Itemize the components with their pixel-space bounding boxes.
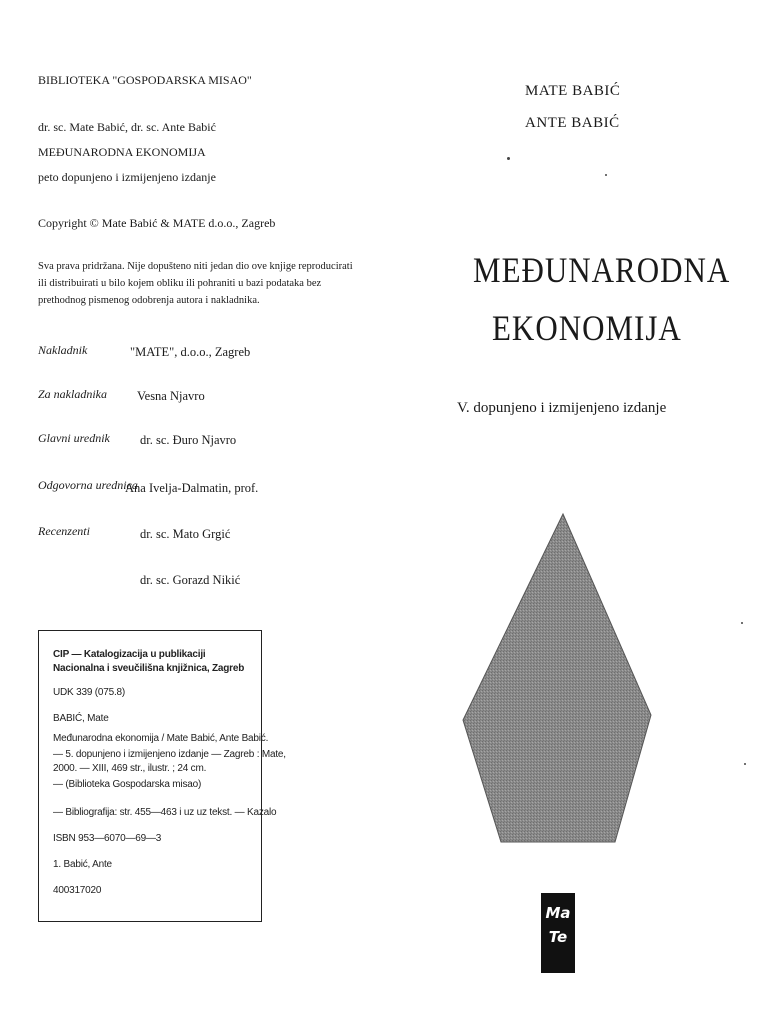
credit-label: Recenzenti xyxy=(38,524,90,538)
cip-line: — (Biblioteka Gospodarska misao) xyxy=(53,779,202,790)
book-title: MEĐUNARODNA EKONOMIJA xyxy=(38,145,206,159)
cip-record xyxy=(38,630,286,922)
credit-label: Odgovorna urednica xyxy=(38,478,138,492)
speck xyxy=(741,622,743,624)
speck xyxy=(507,157,510,160)
publisher-logo xyxy=(541,893,575,973)
rights-line: ili distribuirati u bilo kojem obliku ili pohraniti u bazi podataka bez xyxy=(38,278,322,289)
series-name: BIBLIOTEKA "GOSPODARSKA MISAO" xyxy=(38,73,252,87)
cip-line: 400317020 xyxy=(53,885,102,896)
credit-value: Ana Ivelja-Dalmatin, prof. xyxy=(125,481,259,495)
speck xyxy=(744,763,746,765)
logo-text-top: Ma xyxy=(545,904,571,922)
rights-line: prethodnog pismenog odobrenja autora i nakladnika. xyxy=(38,295,260,306)
cip-line: 1. Babić, Ante xyxy=(53,859,112,870)
rights-notice xyxy=(38,258,353,309)
credit-label: Za nakladnika xyxy=(38,387,107,401)
copyright-line: Copyright © Mate Babić & MATE d.o.o., Zagreb xyxy=(38,216,276,230)
book-edition: peto dopunjeno i izmijenjeno izdanje xyxy=(38,170,216,184)
cover-title-line1: MEĐUNARODNA xyxy=(473,250,731,291)
credit-value: Vesna Njavro xyxy=(137,389,205,403)
pentagon-graphic xyxy=(455,510,665,850)
cip-line: Nacionalna i sveučilišna knjižnica, Zagreb xyxy=(53,663,245,674)
cip-line: 2000. — XIII, 469 str., ilustr. ; 24 cm. xyxy=(53,763,207,774)
credit-value: dr. sc. Đuro Njavro xyxy=(140,433,237,447)
cip-line: — Bibliografija: str. 455—463 i uz uz tekst. — Kazalo xyxy=(53,807,277,818)
cip-line: — 5. dopunjeno i izmijenjeno izdanje — Zagreb : Mate, xyxy=(53,749,286,760)
author-name: MATE BABIĆ xyxy=(525,83,621,99)
cip-line: ISBN 953—6070—69—3 xyxy=(53,833,162,844)
logo-text-bottom: Te xyxy=(548,928,568,946)
speck xyxy=(605,174,607,176)
cip-line: BABIĆ, Mate xyxy=(53,713,109,724)
cover-edition: V. dopunjeno i izmijenjeno izdanje xyxy=(457,400,667,416)
cip-line: UDK 339 (075.8) xyxy=(53,687,126,698)
credit-label: Nakladnik xyxy=(38,343,88,357)
cip-line: CIP — Katalogizacija u publikaciji xyxy=(53,649,206,660)
cip-line: Međunarodna ekonomija / Mate Babić, Ante Babić. xyxy=(53,733,269,744)
credit-value: dr. sc. Gorazd Nikić xyxy=(140,573,241,587)
book-authors: dr. sc. Mate Babić, dr. sc. Ante Babić xyxy=(38,120,216,134)
rights-line: Sva prava pridržana. Nije dopušteno niti jedan dio ove knjige reproducirati xyxy=(38,261,353,272)
cover-title-line2: EKONOMIJA xyxy=(492,308,682,349)
credit-label: Glavni urednik xyxy=(38,431,110,445)
credit-value: dr. sc. Mato Grgić xyxy=(140,527,231,541)
credit-value: "MATE", d.o.o., Zagreb xyxy=(130,345,251,359)
author-name: ANTE BABIĆ xyxy=(525,115,620,131)
